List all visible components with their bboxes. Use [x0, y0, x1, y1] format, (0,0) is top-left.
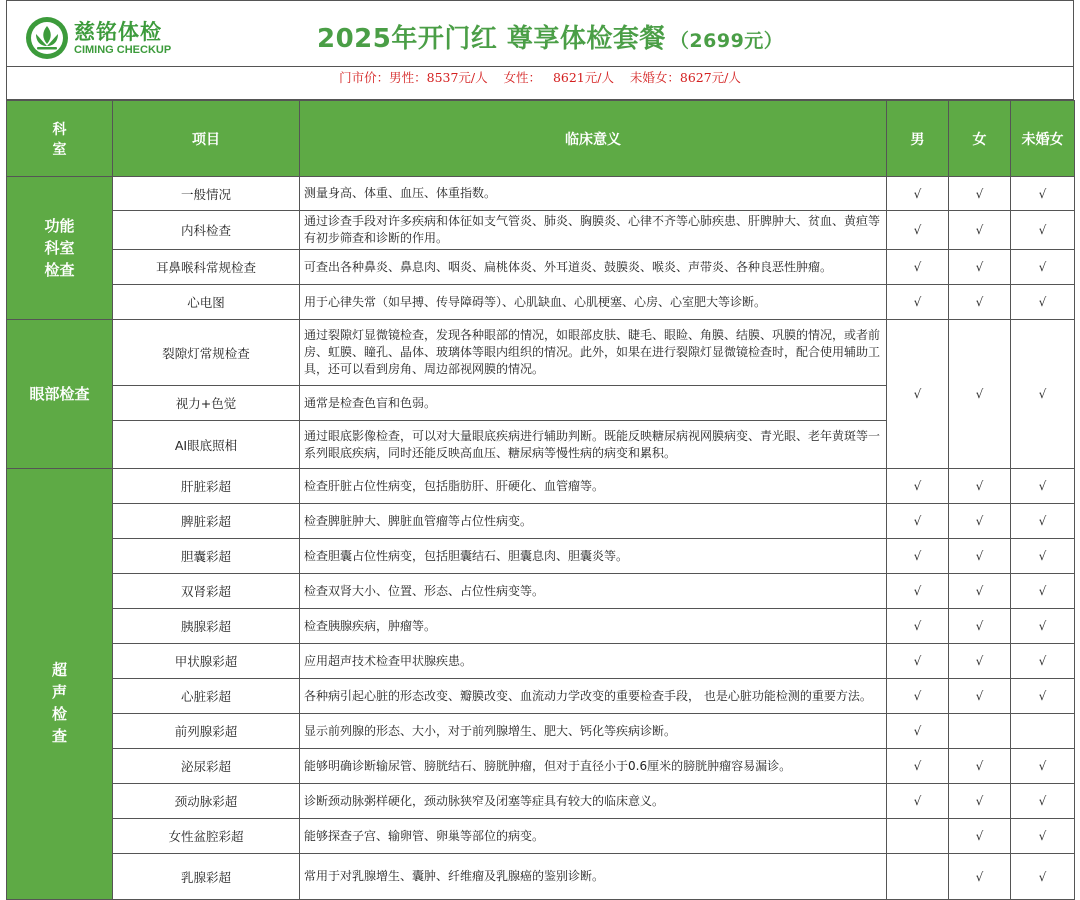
dept-line: 查 — [51, 727, 67, 745]
item-meaning: 能够明确诊断输尿管、膀胱结石、膀胱肿瘤，但对于直径小于0.6厘米的膀胱肿瘤容易漏诊。 — [300, 749, 887, 784]
item-name: 脾脏彩超 — [113, 504, 300, 539]
item-meaning: 各种病引起心脏的形态改变、瓣膜改变、血流动力学改变的重要检查手段， 也是心脏功能检测的重要方法。 — [300, 679, 887, 714]
unmarried-check — [1011, 714, 1075, 749]
male-check: √ — [887, 320, 949, 469]
table-row — [7, 854, 1075, 900]
table-row — [7, 784, 1075, 819]
male-check: √ — [887, 679, 949, 714]
item-meaning: 应用超声技术检查甲状腺疾患。 — [300, 644, 887, 679]
title-text: 2025年开门红 尊享体检套餐 — [317, 24, 666, 54]
male-check: √ — [887, 504, 949, 539]
item-meaning: 显示前列腺的形态、大小，对于前列腺增生、肥大、钙化等疾病诊断。 — [300, 714, 887, 749]
item-meaning: 检查双肾大小、位置、形态、占位性病变等。 — [300, 574, 887, 609]
female-check: √ — [949, 320, 1011, 469]
table-row — [7, 320, 1075, 386]
dept-eye — [7, 320, 113, 469]
male-check: √ — [887, 749, 949, 784]
logo-english-name: CIMING CHECKUP — [74, 44, 172, 56]
female-check: √ — [949, 574, 1011, 609]
item-name: 乳腺彩超 — [113, 854, 300, 900]
female-check: √ — [949, 504, 1011, 539]
logo-chinese-name: 慈铭体检 — [74, 19, 162, 44]
unmarried-check: √ — [1011, 784, 1075, 819]
checkup-table — [6, 100, 1075, 900]
unmarried-check: √ — [1011, 211, 1075, 250]
item-name: 心脏彩超 — [113, 679, 300, 714]
item-name: 一般情况 — [113, 177, 300, 211]
female-check — [949, 714, 1011, 749]
table-header-row — [7, 101, 1075, 177]
unmarried-check: √ — [1011, 679, 1075, 714]
female-check: √ — [949, 211, 1011, 250]
male-check: √ — [887, 574, 949, 609]
dept-line: 功能 — [44, 217, 75, 235]
item-name: 心电图 — [113, 285, 300, 320]
item-name: 胰腺彩超 — [113, 609, 300, 644]
unmarried-check: √ — [1011, 250, 1075, 285]
female-check: √ — [949, 644, 1011, 679]
female-check: √ — [949, 819, 1011, 854]
item-name: 泌尿彩超 — [113, 749, 300, 784]
female-check: √ — [949, 679, 1011, 714]
dept-line: 声 — [51, 683, 67, 701]
table-row — [7, 644, 1075, 679]
door-price-bar — [6, 66, 1074, 100]
table-row — [7, 539, 1075, 574]
item-name: AI眼底照相 — [113, 421, 300, 469]
unmarried-check: √ — [1011, 285, 1075, 320]
unmarried-check: √ — [1011, 504, 1075, 539]
female-check: √ — [949, 177, 1011, 211]
table-row — [7, 714, 1075, 749]
table-row — [7, 250, 1075, 285]
col-meaning-header: 临床意义 — [300, 101, 887, 177]
male-check: √ — [887, 714, 949, 749]
male-check: √ — [887, 285, 949, 320]
dept-line: 科室 — [44, 239, 75, 257]
col-male-header: 男 — [887, 101, 949, 177]
unmarried-check: √ — [1011, 749, 1075, 784]
male-check: √ — [887, 177, 949, 211]
item-meaning: 检查胰腺疾病，肿瘤等。 — [300, 609, 887, 644]
item-meaning: 常用于对乳腺增生、囊肿、纤维瘤及乳腺癌的鉴别诊断。 — [300, 854, 887, 900]
item-meaning: 可查出各种鼻炎、鼻息肉、咽炎、扁桃体炎、外耳道炎、鼓膜炎、喉炎、声带炎、各种良恶性肿瘤。 — [300, 250, 887, 285]
item-meaning: 通过裂隙灯显微镜检查，发现各种眼部的情况，如眼部皮肤、睫毛、眼睑、角膜、结膜、巩膜的情况，或者前房、虹膜、瞳孔、晶体、玻璃体等眼内组织的情况。此外，如果在进行裂隙灯显微镜检查时，配合使用辅助工具，还可以看到房角、周边部视网膜的情况。 — [300, 320, 887, 386]
item-name: 女性盆腔彩超 — [113, 819, 300, 854]
dept-line: 检 — [51, 705, 67, 723]
female-check: √ — [949, 609, 1011, 644]
male-check: √ — [887, 784, 949, 819]
unmarried-check: √ — [1011, 320, 1075, 469]
item-name: 前列腺彩超 — [113, 714, 300, 749]
table-row — [7, 285, 1075, 320]
table-row — [7, 469, 1075, 504]
col-dept-header — [7, 101, 113, 177]
dept-line: 眼部检查 — [29, 385, 90, 403]
dept-header-line-2: 室 — [52, 141, 67, 158]
item-meaning: 能够探查子宫、输卵管、卵巢等部位的病变。 — [300, 819, 887, 854]
item-meaning: 测量身高、体重、血压、体重指数。 — [300, 177, 887, 211]
table-row — [7, 819, 1075, 854]
door-price-text: 门市价：男性：8537元/人 女性： 8621元/人 未婚女：8627元/人 — [339, 70, 741, 85]
item-meaning: 检查脾脏肿大、脾脏血管瘤等占位性病变。 — [300, 504, 887, 539]
unmarried-check: √ — [1011, 539, 1075, 574]
item-meaning: 诊断颈动脉粥样硬化，颈动脉狭窄及闭塞等症具有较大的临床意义。 — [300, 784, 887, 819]
col-female-header: 女 — [949, 101, 1011, 177]
item-meaning: 通过诊查手段对许多疾病和体征如支气管炎、肺炎、胸膜炎、心律不齐等心肺疾患、肝脾肿大、贫血、黄疸等有初步筛查和诊断的作用。 — [300, 211, 887, 250]
item-name: 胆囊彩超 — [113, 539, 300, 574]
item-meaning: 通过眼底影像检查，可以对大量眼底疾病进行辅助判断。既能反映糖尿病视网膜病变、青光眼、老年黄斑等一系列眼底疾病，同时还能反映高血压、糖尿病等慢性病的病变和累积。 — [300, 421, 887, 469]
item-meaning: 检查胆囊占位性病变，包括胆囊结石、胆囊息肉、胆囊炎等。 — [300, 539, 887, 574]
unmarried-check: √ — [1011, 469, 1075, 504]
item-name: 双肾彩超 — [113, 574, 300, 609]
male-check: √ — [887, 469, 949, 504]
table-row — [7, 749, 1075, 784]
table-row — [7, 609, 1075, 644]
table-row — [7, 504, 1075, 539]
male-check: √ — [887, 539, 949, 574]
item-meaning: 通常是检查色盲和色弱。 — [300, 386, 887, 421]
female-check: √ — [949, 784, 1011, 819]
col-item-header: 项目 — [113, 101, 300, 177]
male-check: √ — [887, 644, 949, 679]
unmarried-check: √ — [1011, 574, 1075, 609]
dept-header-line-1: 科 — [52, 121, 67, 138]
item-name: 视力+色觉 — [113, 386, 300, 421]
table-row — [7, 177, 1075, 211]
unmarried-check: √ — [1011, 854, 1075, 900]
male-check — [887, 819, 949, 854]
dept-functional — [7, 177, 113, 320]
page-title — [317, 18, 783, 55]
dept-line: 超 — [51, 661, 67, 679]
lotus-logo-icon — [25, 16, 69, 60]
table-row — [7, 211, 1075, 250]
dept-line: 检查 — [44, 261, 75, 279]
female-check: √ — [949, 250, 1011, 285]
unmarried-check: √ — [1011, 644, 1075, 679]
unmarried-check: √ — [1011, 819, 1075, 854]
unmarried-check: √ — [1011, 609, 1075, 644]
item-meaning: 检查肝脏占位性病变，包括脂肪肝、肝硬化、血管瘤等。 — [300, 469, 887, 504]
female-check: √ — [949, 285, 1011, 320]
item-name: 甲状腺彩超 — [113, 644, 300, 679]
table-row — [7, 574, 1075, 609]
package-price: （2699元） — [669, 30, 784, 52]
male-check: √ — [887, 250, 949, 285]
item-name: 裂隙灯常规检查 — [113, 320, 300, 386]
table-row — [7, 679, 1075, 714]
item-name: 耳鼻喉科常规检查 — [113, 250, 300, 285]
dept-ultrasound — [7, 469, 113, 900]
male-check — [887, 854, 949, 900]
item-name: 肝脏彩超 — [113, 469, 300, 504]
item-meaning: 用于心律失常（如早搏、传导障碍等）、心肌缺血、心肌梗塞、心房、心室肥大等诊断。 — [300, 285, 887, 320]
male-check: √ — [887, 211, 949, 250]
item-name: 内科检查 — [113, 211, 300, 250]
female-check: √ — [949, 854, 1011, 900]
female-check: √ — [949, 749, 1011, 784]
brand-logo — [25, 16, 171, 60]
unmarried-check: √ — [1011, 177, 1075, 211]
female-check: √ — [949, 539, 1011, 574]
item-name: 颈动脉彩超 — [113, 784, 300, 819]
sheet-header — [6, 0, 1074, 66]
female-check: √ — [949, 469, 1011, 504]
male-check: √ — [887, 609, 949, 644]
col-unmarried-header: 未婚女 — [1011, 101, 1075, 177]
